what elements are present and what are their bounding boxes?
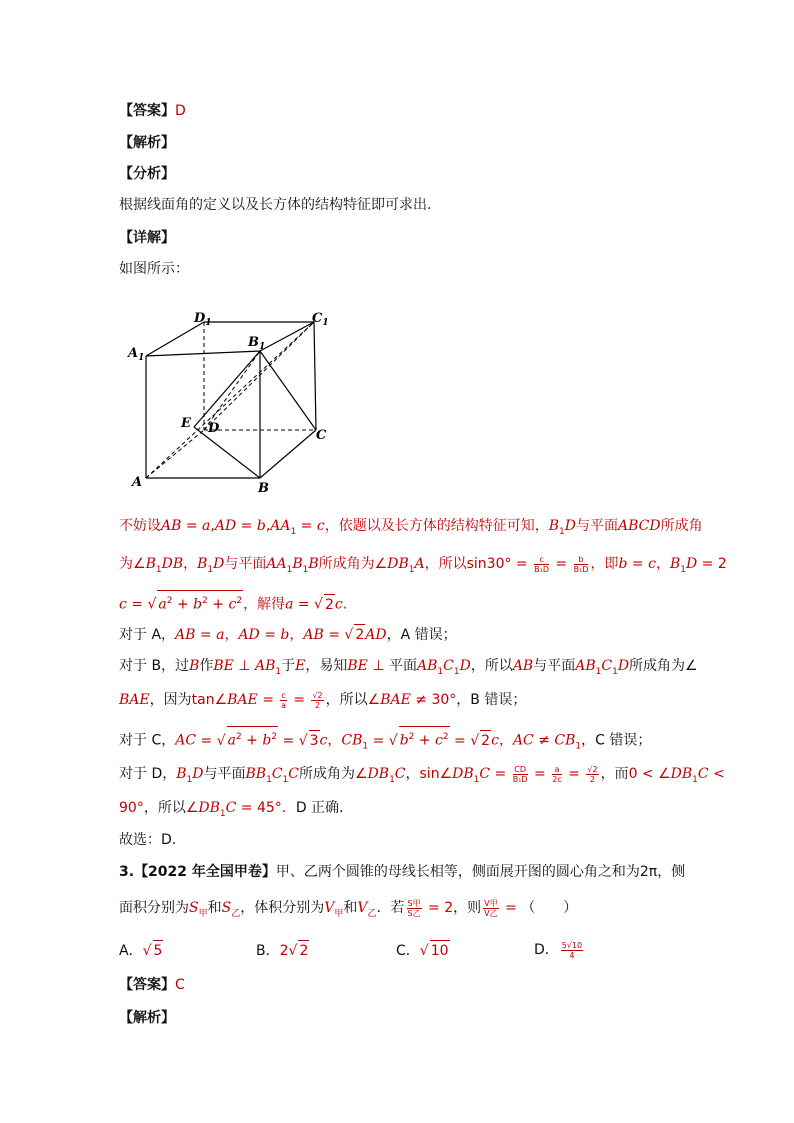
hidden-segment-DB1 xyxy=(204,351,260,430)
jiexi-heading: 【解析】 xyxy=(119,135,175,151)
label-C: C xyxy=(316,428,327,443)
answer-value: D xyxy=(175,103,186,119)
option-c-analysis: 对于 C，AC = √ $a^2 + b^2$ = √ 3c，$CB_1$ = √ $b^2 + c^2$ = √ 2c，AC ≠ $CB_1$，C 错误； xyxy=(119,726,651,756)
answer-2-line: 【答案】C xyxy=(119,977,185,993)
solution-line-3: c = √ $a^2 + b^2 + c^2$，解得a = √ 2c. xyxy=(119,590,347,615)
option-a: A．√ 5 xyxy=(119,940,163,961)
answer-tag: 【答案】 xyxy=(119,103,175,119)
cuboid-figure xyxy=(118,296,338,496)
xiangjie-heading: 【详解】 xyxy=(119,230,175,246)
option-b-analysis-1: 对于 B，过B作BE ⊥ $AB_1$于E，易知BE ⊥ 平面$AB_1C_1D$，所以AB与平面$AB_1C_1D$所成角为∠ xyxy=(119,658,698,677)
segment-B1C xyxy=(260,351,316,430)
choose-line: 故选：D. xyxy=(119,832,177,848)
label-D1: $D_1$ xyxy=(194,311,212,328)
hidden-edge-AD xyxy=(146,430,204,478)
label-A1: $A_1$ xyxy=(128,346,145,363)
option-d: D． $\frac{5√10}{4}$ xyxy=(534,940,583,960)
option-d-analysis-2: 90°，所以$\angle DB_1C = 45^\circ$．D 正确. xyxy=(119,800,344,819)
figure-intro: 如图所示： xyxy=(119,261,189,277)
label-B: B xyxy=(258,481,269,496)
question-3-line-2: 面积分别为$S_甲$和$S_乙$，体积分别为$V_甲$和$V_乙$．若 $\frac{\text{S甲}}{\text{S乙}}$ = 2，则 $\frac{\text{V甲}}{\text{V乙}}$ = （ ） xyxy=(119,898,578,919)
option-b-analysis-2: BAE，因为tan∠BAE = $\frac{c}{a}$ = $\frac{√2}{2}$ ，所以∠BAE ≠ 30°，B 错误； xyxy=(119,690,527,710)
segment-EB xyxy=(194,427,260,478)
option-b: B．2√ 2 xyxy=(256,940,309,961)
label-E: E xyxy=(181,416,191,431)
edge-A1D1 xyxy=(146,322,204,356)
label-D: D xyxy=(208,421,220,436)
answer-line xyxy=(119,101,186,121)
label-C1: $C_1$ xyxy=(312,311,329,328)
edge-C1C xyxy=(314,322,316,430)
fenxi-text: 根据线面角的定义以及长方体的结构特征即可求出. xyxy=(119,197,432,213)
option-a-analysis: 对于 A，AB = a，AD = b，AB = √ 2AD，A 错误； xyxy=(119,624,457,645)
edge-A1B1 xyxy=(146,351,260,356)
question-3-line-1: 3.【2022 年全国甲卷】甲、乙两个圆锥的母线长相等，侧面展开图的圆心角之和为2π，侧 xyxy=(119,864,686,880)
jiexi-2-heading: 【解析】 xyxy=(119,1010,175,1026)
solution-line-2: 为$\angle B_1DB$，$B_1D$与平面$AA_1B_1B$所成角为$\angle DB_1A$，所以sin30° = $\frac{c}{\text{B₁D}}$ = $\frac{b}{\text{B₁D}}$ ，即b = c，$B_1D = 2$ xyxy=(119,554,727,575)
option-d-analysis-1: 对于 D，$B_1D$与平面$BB_1C_1C$所成角为$\angle DB_1C$，$\sin\angle DB_1C$ = $\frac{CD}{\text{B₁D}}$ = $\frac{a}{2c}$ = $\frac{√2}{2}$ ，而$0 < \angle DB_1C$ < xyxy=(119,764,725,785)
option-c: C．√ 10 xyxy=(396,940,450,961)
label-A: A xyxy=(132,475,143,490)
hidden-segment-DC1 xyxy=(204,322,314,430)
label-B1: $B_1$ xyxy=(248,335,266,352)
solution-line-1: 不妨设AB = $a,AD = b,AA_1 = c$，依题以及长方体的结构特征可知，$B_1D$与平面ABCD所成角 xyxy=(119,518,703,537)
edge-BC xyxy=(260,430,316,478)
fenxi-heading: 【分析】 xyxy=(119,166,175,182)
